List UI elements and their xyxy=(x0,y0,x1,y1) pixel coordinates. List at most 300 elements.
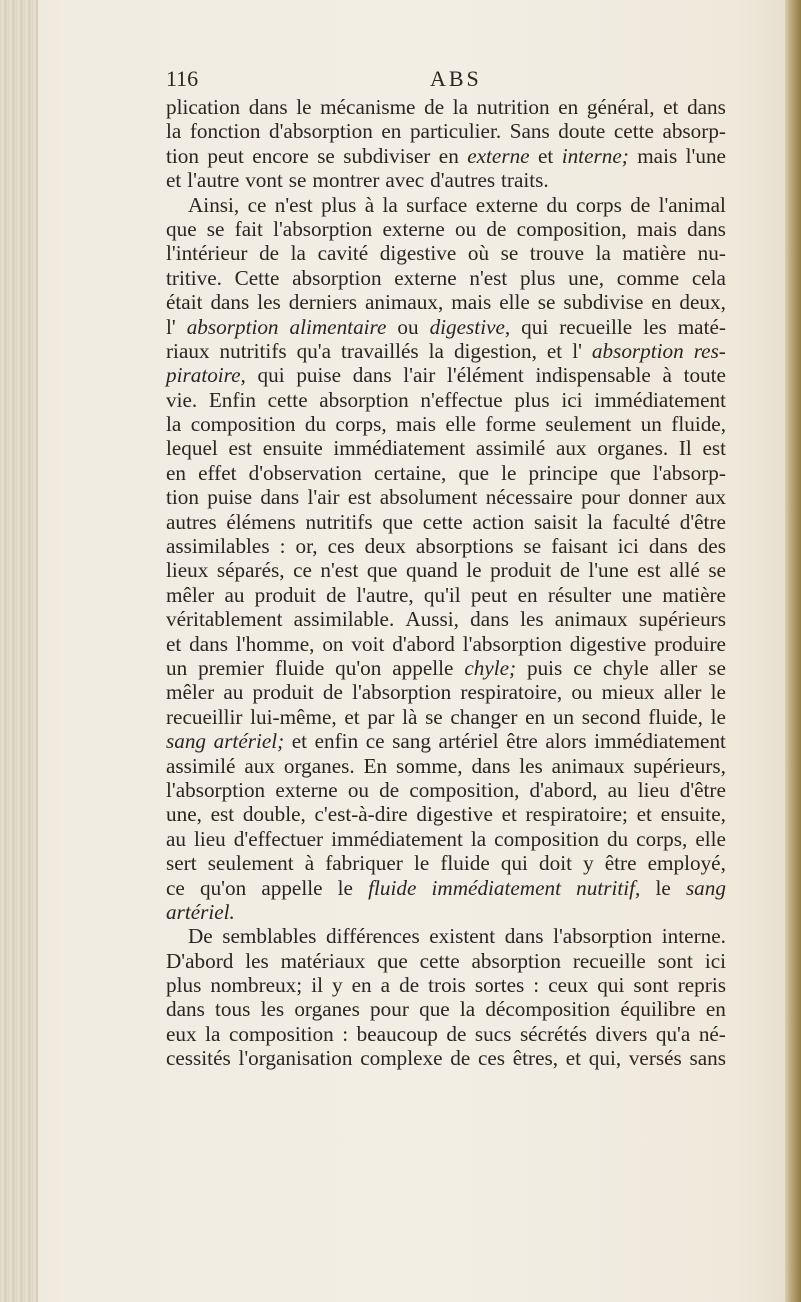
word: au xyxy=(166,826,186,851)
word: qui xyxy=(257,363,285,388)
word: digestive xyxy=(416,802,493,827)
word: l'organisation xyxy=(238,1046,353,1071)
word: une, xyxy=(166,802,202,827)
word: vont xyxy=(245,168,283,193)
word: encore xyxy=(252,143,309,168)
word: Sans xyxy=(509,119,550,144)
word: : xyxy=(279,534,286,559)
word: se xyxy=(317,143,335,168)
word: dans xyxy=(210,290,250,315)
word: elle xyxy=(695,826,726,851)
word: la xyxy=(382,192,398,217)
word: deux, xyxy=(679,290,726,315)
word: absorp- xyxy=(662,119,726,144)
word: de xyxy=(424,95,445,119)
word: les xyxy=(520,607,544,632)
text-line xyxy=(166,315,726,339)
word: sert xyxy=(166,851,197,876)
text-line xyxy=(166,705,726,729)
word: est xyxy=(702,436,726,461)
word: nombreux; xyxy=(210,973,303,998)
word: être xyxy=(506,729,538,754)
word: y xyxy=(583,851,594,876)
word: absolument xyxy=(379,485,478,510)
word: à xyxy=(304,851,315,876)
word: dans xyxy=(248,95,288,119)
word: animaux xyxy=(551,753,625,778)
word: lieu xyxy=(637,777,670,802)
text-line xyxy=(166,729,726,753)
word: du xyxy=(606,826,629,851)
word: puis xyxy=(526,655,563,680)
word: assimilé xyxy=(475,436,546,461)
word: se xyxy=(206,216,225,241)
word: premier xyxy=(198,655,264,680)
word: principe xyxy=(528,460,598,485)
page-edge xyxy=(785,0,801,1302)
word: corps, xyxy=(335,412,387,437)
word: seulement xyxy=(545,412,632,437)
word: puise xyxy=(296,363,342,388)
word: en xyxy=(351,973,372,998)
word: de xyxy=(450,1046,471,1071)
word: immédiatement xyxy=(431,875,561,900)
word: ensuite, xyxy=(660,802,726,827)
word: en xyxy=(438,143,459,168)
word: ici xyxy=(704,948,726,973)
word: de xyxy=(259,241,280,266)
word: différences xyxy=(325,924,420,949)
word: externe xyxy=(467,143,530,168)
word: vie. xyxy=(166,387,198,412)
word: doit xyxy=(539,851,572,876)
word: nutritif, xyxy=(576,875,641,900)
text-line xyxy=(166,754,726,778)
word: se xyxy=(708,558,726,583)
word: l'intérieur xyxy=(166,241,248,266)
word: ou xyxy=(455,216,477,241)
word: véritablement xyxy=(166,607,283,632)
page-header xyxy=(166,66,726,96)
word: se xyxy=(523,534,542,559)
word: séparés, xyxy=(216,558,285,583)
word: le xyxy=(501,460,517,485)
text-line xyxy=(166,583,726,607)
word: que xyxy=(166,216,197,241)
word: se xyxy=(425,704,443,729)
text-line xyxy=(166,461,726,485)
word: animaux, xyxy=(364,290,444,315)
word: lui-même, xyxy=(250,704,337,729)
word: fluide, xyxy=(648,704,703,729)
word: organes. xyxy=(283,753,355,778)
word: comme xyxy=(616,265,680,290)
word: eux xyxy=(166,1021,197,1046)
word: qu'on xyxy=(335,655,382,680)
word: là xyxy=(402,704,418,729)
text-line xyxy=(166,388,726,412)
word: certaine, xyxy=(373,460,447,485)
word: d'abord xyxy=(392,631,455,656)
word: le xyxy=(296,95,312,119)
word: appelle xyxy=(392,655,454,680)
word: la xyxy=(205,1021,221,1046)
word: nutritifs xyxy=(219,338,287,363)
word: donner xyxy=(628,485,688,510)
word: général, xyxy=(586,95,655,119)
word: les xyxy=(257,290,281,315)
word: supérieurs, xyxy=(633,753,726,778)
text-line xyxy=(166,485,726,509)
word: dans xyxy=(189,631,229,656)
word: de xyxy=(630,192,651,217)
word: indispensable xyxy=(535,363,651,388)
word: corps, xyxy=(636,826,688,851)
word: mais xyxy=(637,143,678,168)
word: matière xyxy=(622,241,687,266)
word: les xyxy=(245,948,269,973)
word: fluide xyxy=(368,875,417,900)
word: la xyxy=(290,241,306,266)
word: dans xyxy=(470,607,509,632)
word: alimentaire xyxy=(289,314,387,339)
word: et xyxy=(636,802,652,827)
page-gutter xyxy=(0,0,38,1302)
word: ceux xyxy=(548,973,589,998)
word: ces xyxy=(477,1046,506,1071)
word: d'autres xyxy=(430,168,496,193)
word: assimilables xyxy=(166,534,270,559)
word: aller xyxy=(659,655,698,680)
word: on xyxy=(322,631,344,656)
word: recueille xyxy=(559,314,633,339)
word: fonction xyxy=(189,119,261,144)
word: Ainsi, xyxy=(188,192,240,217)
word: qu'a xyxy=(296,338,332,363)
text-line xyxy=(166,95,726,119)
word: action xyxy=(472,509,525,534)
word: qu'on xyxy=(199,875,247,900)
word: produire xyxy=(654,631,726,656)
word: décomposition xyxy=(485,997,611,1022)
word: or, xyxy=(295,534,318,559)
word: le xyxy=(413,851,430,876)
word: qui xyxy=(500,851,528,876)
word: corps xyxy=(575,192,622,217)
word: absorption xyxy=(591,338,684,363)
word: composition, xyxy=(516,216,627,241)
word: Enfin xyxy=(208,387,256,412)
word: somme, xyxy=(396,753,463,778)
word: deux xyxy=(364,534,406,559)
word: puise xyxy=(207,485,253,510)
word: de xyxy=(379,777,400,802)
word: c'est-à-dire xyxy=(314,802,408,827)
word: matière xyxy=(662,582,726,607)
word: de xyxy=(326,582,347,607)
word: plus xyxy=(166,973,202,998)
word: faisant xyxy=(551,534,608,559)
word: produit xyxy=(252,680,314,705)
word: une, xyxy=(568,265,604,290)
word: effet xyxy=(198,460,237,485)
word: d'être xyxy=(679,509,726,534)
word: chyle xyxy=(602,655,649,680)
word: nécessaire xyxy=(485,485,573,510)
word: de xyxy=(446,1021,467,1046)
word: au xyxy=(224,582,245,607)
word: en xyxy=(381,119,402,144)
word: fluide, xyxy=(671,412,726,437)
word: assimilable. xyxy=(293,607,395,632)
word: cette xyxy=(419,948,460,973)
word: et xyxy=(291,729,308,754)
word: pour xyxy=(581,485,620,510)
word: se xyxy=(288,168,307,193)
word: en xyxy=(166,460,186,485)
word: externe xyxy=(275,777,338,802)
word: plus xyxy=(514,387,550,412)
text-line xyxy=(166,973,726,997)
body-text xyxy=(166,95,726,1071)
text-line xyxy=(166,144,726,168)
word: derniers xyxy=(288,290,358,315)
word: qu'il xyxy=(423,582,461,607)
text-line xyxy=(166,510,726,534)
text-line xyxy=(166,949,726,973)
word: produit xyxy=(254,582,316,607)
word: en xyxy=(525,704,546,729)
word: ce xyxy=(573,655,593,680)
word: à xyxy=(364,192,375,217)
word: respiratoire; xyxy=(525,802,628,827)
word: travaillés xyxy=(341,338,419,363)
word: : xyxy=(342,1021,349,1046)
word: recueillir xyxy=(166,704,243,729)
text-line xyxy=(166,778,726,802)
word: appelle xyxy=(261,875,323,900)
text-line xyxy=(166,534,726,558)
word: né- xyxy=(698,1021,726,1046)
word: sang xyxy=(685,875,726,900)
word: artériel; xyxy=(213,729,285,754)
word: l'une xyxy=(685,143,726,168)
word: mais xyxy=(451,290,492,315)
word: absorption xyxy=(471,948,561,973)
word: res- xyxy=(693,338,726,363)
word: trois xyxy=(428,973,466,998)
word: second xyxy=(581,704,641,729)
word: et xyxy=(166,168,182,193)
word: artériel. xyxy=(166,899,235,924)
word: y xyxy=(332,973,343,998)
word: absorption xyxy=(319,387,409,412)
word: double, xyxy=(242,802,306,827)
word: que xyxy=(382,509,413,534)
word: dans xyxy=(504,924,544,949)
word: l'une xyxy=(588,558,629,583)
word: lieux xyxy=(166,558,209,583)
word: organes. xyxy=(597,436,669,461)
word: se xyxy=(708,655,726,680)
word: trouve xyxy=(529,241,585,266)
text-line xyxy=(166,217,726,241)
word: l'air xyxy=(307,485,340,510)
word: est xyxy=(347,485,372,510)
text-line xyxy=(166,436,726,460)
word: dans xyxy=(687,216,726,241)
word: d'abord, xyxy=(529,777,598,802)
word: est xyxy=(228,436,253,461)
word: mais xyxy=(396,412,437,437)
word: n'est xyxy=(469,265,508,290)
word: de xyxy=(322,680,343,705)
word: le xyxy=(655,875,671,900)
word: riaux xyxy=(166,338,210,363)
word: immédiatement xyxy=(594,387,726,412)
word: ces xyxy=(327,534,355,559)
word: cessités xyxy=(166,1046,231,1071)
text-line xyxy=(166,412,726,436)
text-line xyxy=(166,851,726,875)
word: aller xyxy=(663,680,702,705)
word: ici xyxy=(617,534,639,559)
word: mieux xyxy=(601,680,655,705)
word: peut xyxy=(207,143,244,168)
word: l'absorption xyxy=(352,680,452,705)
word: seulement xyxy=(207,851,294,876)
word: l'absorp- xyxy=(652,460,726,485)
word: : xyxy=(533,973,540,998)
word: Cette xyxy=(234,265,280,290)
word: dans xyxy=(648,534,688,559)
word: surface xyxy=(406,192,468,217)
word: que xyxy=(377,948,408,973)
text-line xyxy=(166,168,726,192)
word: du xyxy=(546,192,568,217)
word: ou xyxy=(571,680,593,705)
word: sont xyxy=(633,973,669,998)
word: maté- xyxy=(677,314,726,339)
word: changer xyxy=(450,704,518,729)
word: ce xyxy=(247,192,267,217)
text-line xyxy=(166,363,726,387)
word: que xyxy=(458,460,490,485)
word: elle xyxy=(499,290,530,315)
word: l' xyxy=(166,314,176,339)
word: plus xyxy=(321,192,357,217)
word: digestive xyxy=(379,241,457,266)
word: fabriquer xyxy=(325,851,403,876)
word: voit xyxy=(351,631,385,656)
word: les xyxy=(519,753,543,778)
word: un xyxy=(166,655,188,680)
word: n'effectue xyxy=(420,387,503,412)
word: la xyxy=(587,509,603,534)
word: ici xyxy=(561,387,583,412)
word: sortes xyxy=(474,973,525,998)
text-line xyxy=(166,900,726,924)
word: une xyxy=(621,582,653,607)
word: tritive. xyxy=(166,265,222,290)
word: les xyxy=(260,997,285,1022)
word: la xyxy=(166,119,182,144)
text-line xyxy=(166,558,726,582)
word: dans xyxy=(260,485,300,510)
word: la xyxy=(452,95,469,119)
word: qui xyxy=(521,314,549,339)
word: divers xyxy=(595,1021,648,1046)
text-line xyxy=(166,802,726,826)
text-line xyxy=(166,680,726,704)
word: dans xyxy=(166,997,205,1022)
word: matériaux xyxy=(280,948,366,973)
word: mécanisme xyxy=(320,95,416,119)
word: résulter xyxy=(547,582,612,607)
word: il xyxy=(311,973,323,998)
word: la xyxy=(459,997,476,1022)
word: plus xyxy=(520,265,556,290)
text-line xyxy=(166,241,726,265)
word: était xyxy=(166,290,203,315)
word: interne; xyxy=(561,143,629,168)
word: absorptions xyxy=(415,534,514,559)
word: complexe xyxy=(360,1046,443,1071)
word: immédiatement xyxy=(333,436,466,461)
word: lequel xyxy=(166,436,218,461)
word: plication xyxy=(166,95,241,119)
word: saisit xyxy=(533,509,578,534)
word: en xyxy=(705,997,726,1022)
word: employé, xyxy=(647,851,726,876)
word: et xyxy=(166,631,182,656)
word: sucs xyxy=(474,1021,512,1046)
word: sécrétés xyxy=(519,1021,588,1046)
text-line xyxy=(166,827,726,851)
word: au xyxy=(607,777,628,802)
word: assimilé xyxy=(166,753,236,778)
word: fluide xyxy=(440,851,490,876)
word: l'autre, xyxy=(356,582,414,607)
text-line xyxy=(166,924,726,948)
word: être xyxy=(604,851,637,876)
word: la xyxy=(166,412,182,437)
word: par xyxy=(367,704,395,729)
word: au xyxy=(223,680,244,705)
word: et xyxy=(537,143,554,168)
word: cette xyxy=(267,387,308,412)
word: interne. xyxy=(661,924,726,949)
word: le xyxy=(337,875,353,900)
word: l'élément xyxy=(447,363,524,388)
word: du xyxy=(304,412,327,437)
text-line xyxy=(166,1022,726,1046)
word: Il xyxy=(678,436,692,461)
word: qu'a xyxy=(655,1021,691,1046)
text-line xyxy=(166,997,726,1021)
word: n'est xyxy=(274,192,313,217)
text-line xyxy=(166,119,726,143)
word: pour xyxy=(370,997,409,1022)
word: et xyxy=(663,95,679,119)
word: se xyxy=(500,241,519,266)
word: en xyxy=(517,582,538,607)
word: de xyxy=(486,216,507,241)
word: quand xyxy=(405,558,458,583)
word: tion xyxy=(166,485,199,510)
word: digestion, xyxy=(453,338,537,363)
word: sans xyxy=(689,1046,726,1071)
